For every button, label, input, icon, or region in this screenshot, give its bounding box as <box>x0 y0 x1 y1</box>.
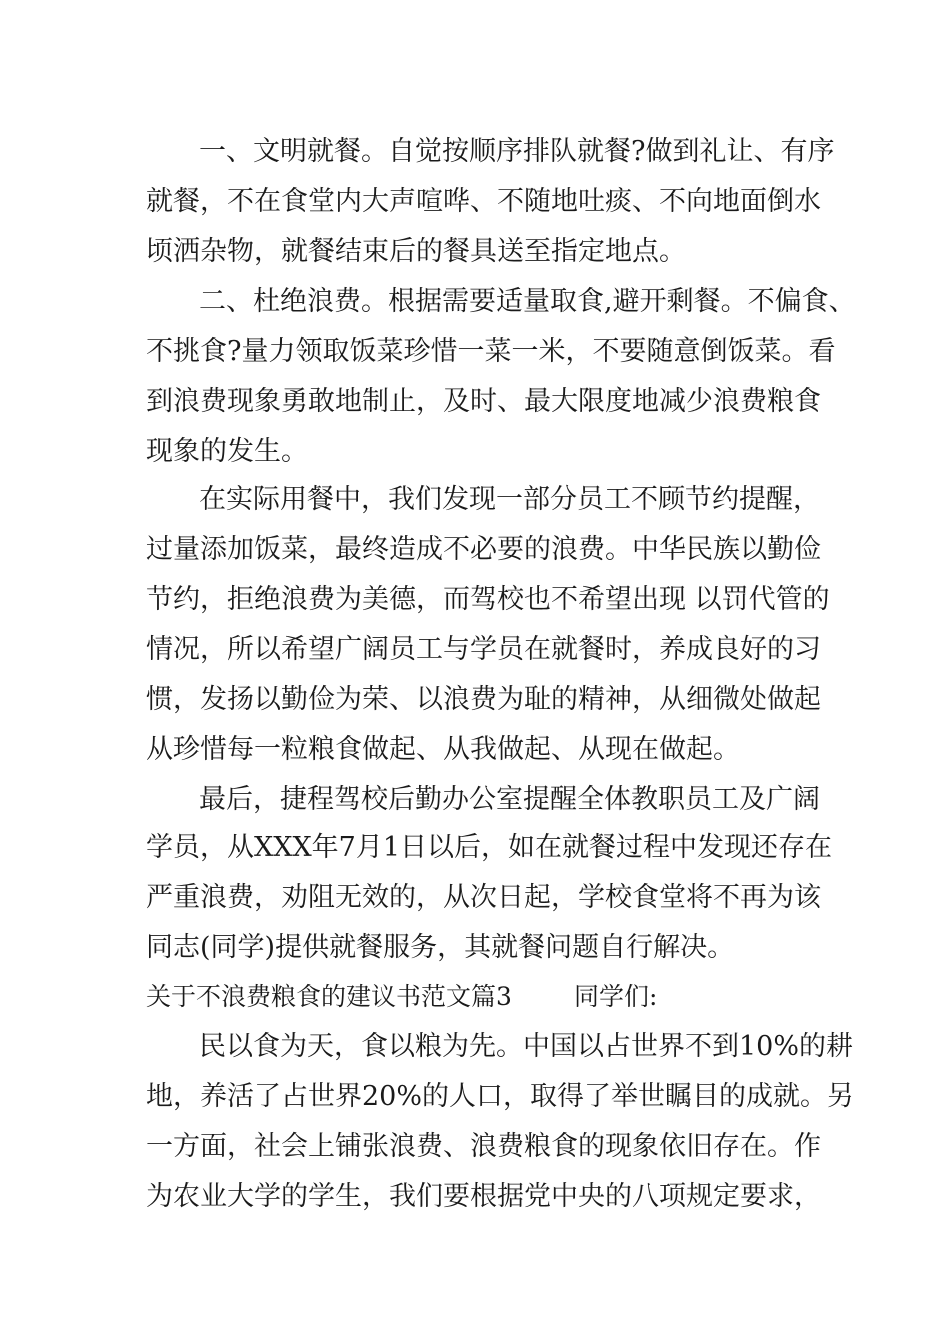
paragraph-4-line-3: 严重浪费，劝阻无效的，从次日起，学校食堂将不再为该 <box>146 882 821 913</box>
paragraph-4-line-2: 学员，从XXX年7月1日以后，如在就餐过程中发现还存在 <box>146 832 833 863</box>
paragraph-1-line-2: 就餐，不在食堂内大声喧哗、不随地吐痰、不向地面倒水 <box>146 186 821 217</box>
paragraph-2-line-4: 现象的发生。 <box>146 436 308 467</box>
paragraph-3-line-5: 惯，发扬以勤俭为荣、以浪费为耻的精神，从细微处做起 <box>146 684 821 715</box>
paragraph-3-line-3: 节约，拒绝浪费为美德，而驾校也不希望出现 以罚代管的 <box>146 584 830 615</box>
paragraph-2-line-2: 不挑食?量力领取饭菜珍惜一菜一米，不要随意倒饭菜。看 <box>146 336 836 367</box>
paragraph-2-line-1: 二、杜绝浪费。根据需要适量取食,避开剩餐。不偏食、 <box>199 286 856 317</box>
paragraph-4-line-1: 最后，捷程驾校后勤办公室提醒全体教职员工及广阔 <box>199 784 820 815</box>
paragraph-3-line-4: 情况，所以希望广阔员工与学员在就餐时，养成良好的习 <box>146 634 821 665</box>
section-greeting: 同学们: <box>574 982 658 1011</box>
paragraph-1-line-1: 一、文明就餐。自觉按顺序排队就餐?做到礼让、有序 <box>199 136 835 167</box>
paragraph-3-line-6: 从珍惜每一粒粮食做起、从我做起、从现在做起。 <box>146 734 740 765</box>
paragraph-3-line-2: 过量添加饭菜，最终造成不必要的浪费。中华民族以勤俭 <box>146 534 821 565</box>
closing-paragraph-line-2: 地，养活了占世界20%的人口，取得了举世瞩目的成就。另 <box>146 1081 855 1112</box>
closing-paragraph-line-4: 为农业大学的学生，我们要根据党中央的八项规定要求， <box>146 1181 821 1212</box>
closing-paragraph-line-1: 民以食为天，食以粮为先。中国以占世界不到10%的耕 <box>199 1031 854 1062</box>
paragraph-1-line-3: 顷洒杂物，就餐结束后的餐具送至指定地点。 <box>146 236 686 267</box>
paragraph-3-line-1: 在实际用餐中，我们发现一部分员工不顾节约提醒， <box>199 484 820 515</box>
section-title: 关于不浪费粮食的建议书范文篇3 <box>146 982 512 1011</box>
paragraph-2-line-3: 到浪费现象勇敢地制止，及时、最大限度地减少浪费粮食 <box>146 386 821 417</box>
closing-paragraph-line-3: 一方面，社会上铺张浪费、浪费粮食的现象依旧存在。作 <box>146 1131 821 1162</box>
paragraph-4-line-4: 同志(同学)提供就餐服务，其就餐问题自行解决。 <box>146 932 735 963</box>
